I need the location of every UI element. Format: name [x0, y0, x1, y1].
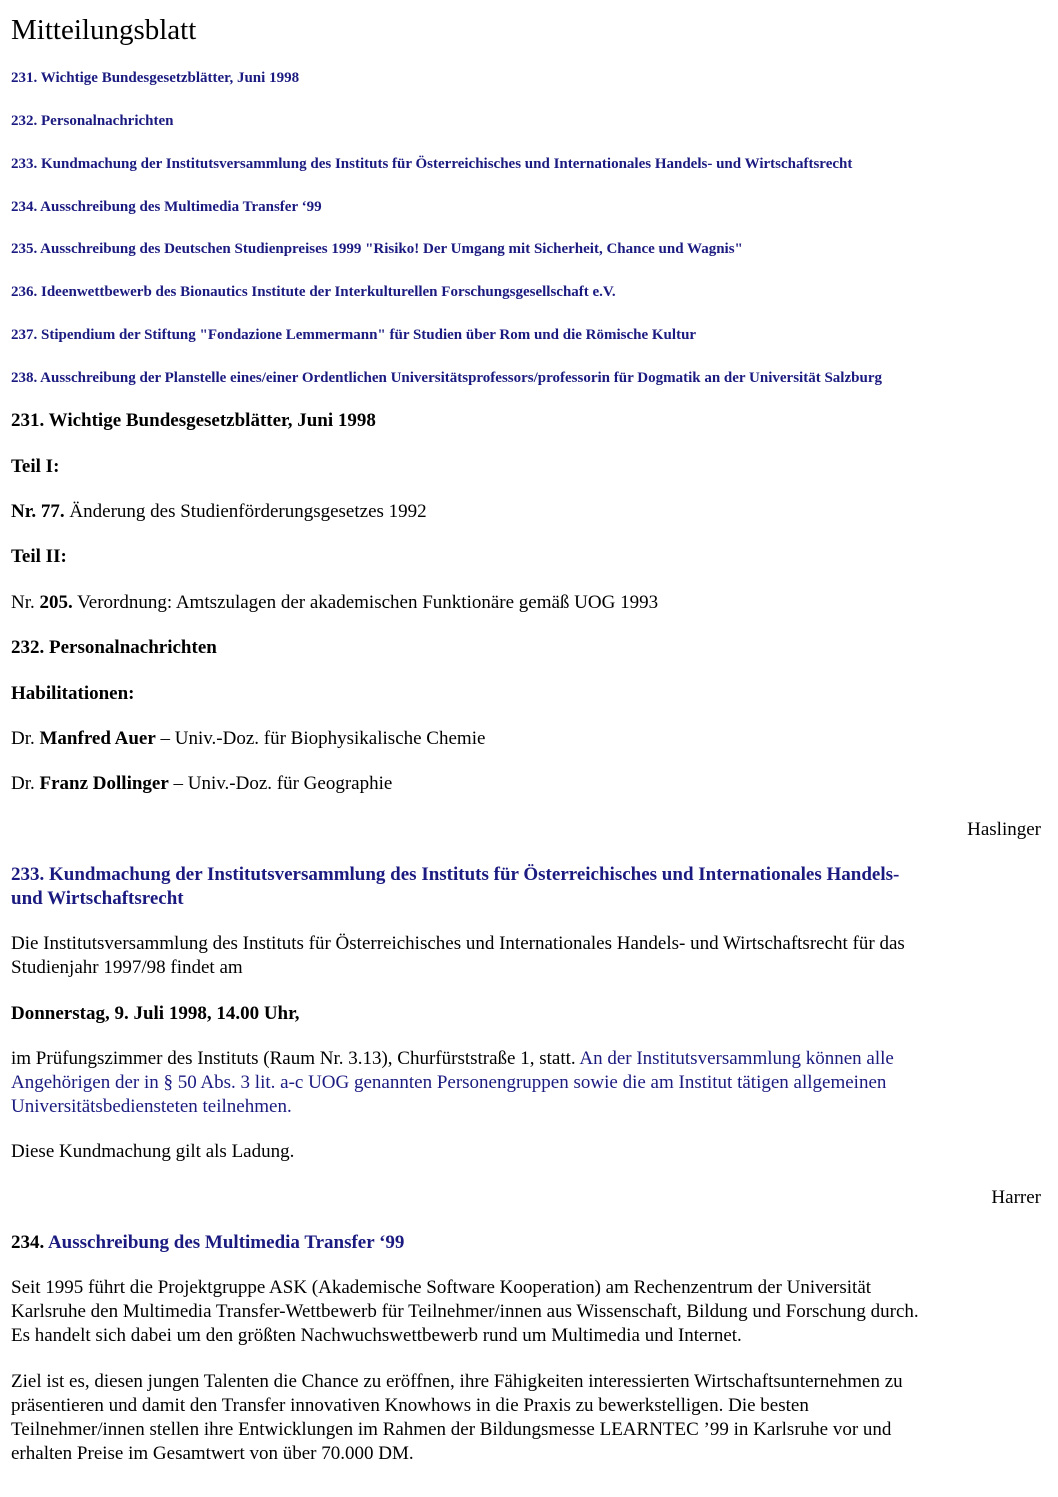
section-234-p1-line2: Karlsruhe den Multimedia Transfer-Wettbewerb für Teilnehmer/innen aus Wissenschaft, Bildung und Forschung durch.	[11, 1301, 919, 1322]
location-text: im Prüfungszimmer des Instituts (Raum Nr. 3.13), Churfürststraße 1, statt.	[11, 1048, 580, 1069]
section-233-heading-line1[interactable]: 233. Kundmachung der Institutsversammlung des Instituts für Österreichisches und Internationales Handels-	[11, 864, 900, 885]
toc-link-233[interactable]: 233. Kundmachung der Institutsversammlung des Instituts für Österreichisches und Internationales Handels- und Wirtschaftsrecht	[11, 156, 853, 172]
section-231-item2	[11, 591, 658, 615]
section-232-heading: 232. Personalnachrichten	[11, 637, 217, 658]
location-link-1[interactable]: An der Institutsversammlung können alle	[579, 1048, 894, 1069]
entry2-title: Dr.	[11, 773, 40, 794]
section-234-p2-line3: Teilnehmer/innen stellen ihre Entwicklungen im Rahmen der Bildungsmesse LEARNTEC ’99 in Karlsruhe vor und	[11, 1419, 892, 1440]
section-232-subheading: Habilitationen:	[11, 683, 135, 704]
section-231-heading: 231. Wichtige Bundesgesetzblätter, Juni 1998	[11, 410, 376, 431]
section-234-p1-line1: Seit 1995 führt die Projektgruppe ASK (Akademische Software Kooperation) am Rechenzentrum der Universität	[11, 1277, 872, 1298]
section-233-note: Diese Kundmachung gilt als Ladung.	[11, 1141, 295, 1162]
section-233-intro-line1: Die Institutsversammlung des Instituts für Österreichisches und Internationales Handels- und Wirtschaftsrecht für das	[11, 933, 905, 954]
item1-prefix: Nr. 77.	[11, 501, 65, 522]
section-233-location-line2	[11, 1071, 886, 1095]
section-232-signature: Haslinger	[967, 819, 1041, 840]
section-231-teil1: Teil I:	[11, 456, 60, 477]
section-231-item1	[11, 500, 427, 524]
section-234-p1-line3: Es handelt sich dabei um den größten Nachwuchswettbewerb rund um Multimedia und Internet.	[11, 1325, 742, 1346]
location-link-3[interactable]: Universitätsbediensteten teilnehmen.	[11, 1096, 292, 1117]
toc-link-231[interactable]: 231. Wichtige Bundesgesetzblätter, Juni 1998	[11, 70, 300, 86]
section-234-p2-line2: präsentieren und damit den Transfer innovativen Knowhows in die Praxis zu bewerkstelligen. Die besten	[11, 1395, 809, 1416]
section-234-p2-line1: Ziel ist es, diesen jungen Talenten die Chance zu eröffnen, ihre Fähigkeiten interessierten Wirtschaftsunternehmen zu	[11, 1371, 903, 1392]
entry1-title: Dr.	[11, 728, 40, 749]
entry1-name: Manfred Auer	[39, 728, 156, 749]
item2-text: Verordnung: Amtszulagen der akademischen Funktionäre gemäß UOG 1993	[72, 592, 659, 613]
section-231-teil2: Teil II:	[11, 546, 67, 567]
toc-link-234[interactable]: 234. Ausschreibung des Multimedia Transfer ‘99	[11, 199, 322, 215]
section-234-p2-line4: erhalten Preise im Gesamtwert von über 70.000 DM.	[11, 1443, 414, 1464]
section-233-heading-line2[interactable]: und Wirtschaftsrecht	[11, 888, 184, 909]
toc-link-236[interactable]: 236. Ideenwettbewerb des Bionautics Institute der Interkulturellen Forschungsgesellschaft e.V.	[11, 284, 616, 300]
section-233-location-line1	[11, 1047, 894, 1071]
section-233-date: Donnerstag, 9. Juli 1998, 14.00 Uhr,	[11, 1003, 300, 1024]
section-233-signature: Harrer	[991, 1187, 1041, 1208]
item2-number: 205.	[39, 592, 73, 613]
toc-link-237[interactable]: 237. Stipendium der Stiftung "Fondazione Lemmermann" für Studien über Rom und die Römische Kultur	[11, 327, 697, 343]
section-234-heading	[11, 1231, 404, 1255]
habilitation-entry-1	[11, 727, 485, 751]
entry2-text: – Univ.-Doz. für Geographie	[168, 773, 393, 794]
page-title: Mitteilungsblatt	[11, 14, 197, 46]
entry2-name: Franz Dollinger	[39, 773, 169, 794]
toc-link-235[interactable]: 235. Ausschreibung des Deutschen Studienpreises 1999 "Risiko! Der Umgang mit Sicherheit, Chance und Wagnis"	[11, 241, 743, 257]
item2-prefix: Nr.	[11, 592, 40, 613]
section-234-number: 234.	[11, 1232, 48, 1253]
location-link-2[interactable]: Angehörigen der in § 50 Abs. 3 lit. a-c UOG genannten Personengruppen sowie die am Institut tätigen allgemeinen	[11, 1072, 887, 1093]
item1-text: Änderung des Studienförderungsgesetzes 1992	[64, 501, 427, 522]
habilitation-entry-2	[11, 772, 392, 796]
section-234-heading-link[interactable]: Ausschreibung des Multimedia Transfer ‘99	[47, 1232, 405, 1253]
toc-link-238[interactable]: 238. Ausschreibung der Planstelle eines/einer Ordentlichen Universitätsprofessors/professorin für Dogmatik an der Universität Salzburg	[11, 370, 882, 386]
section-233-intro-line2: Studienjahr 1997/98 findet am	[11, 957, 243, 978]
entry1-text: – Univ.-Doz. für Biophysikalische Chemie	[155, 728, 486, 749]
section-233-location-line3	[11, 1095, 292, 1119]
toc-link-232[interactable]: 232. Personalnachrichten	[11, 113, 174, 129]
